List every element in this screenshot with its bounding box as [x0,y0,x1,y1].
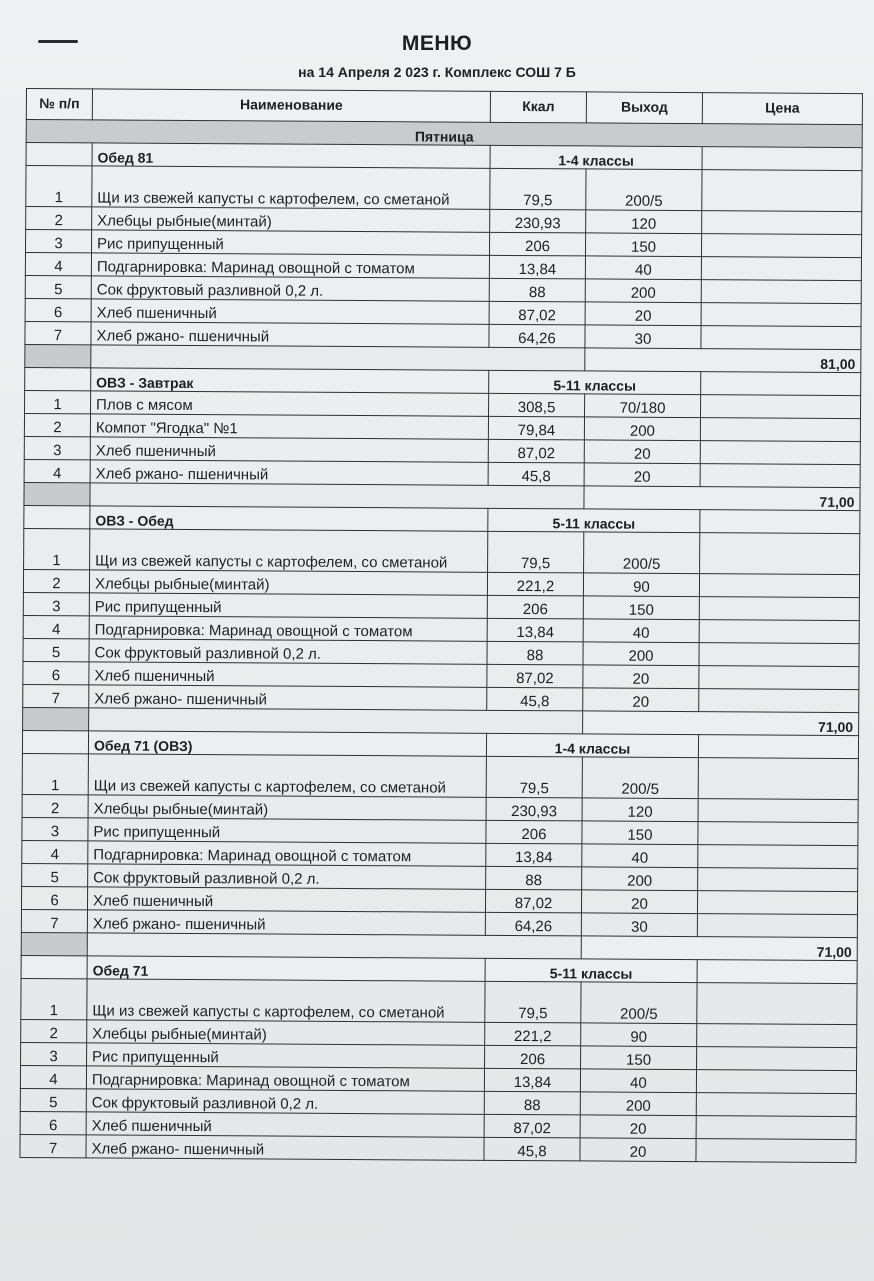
dish-price [702,211,862,235]
section-price-blank [702,147,862,171]
dish-yield: 200 [584,417,700,441]
dish-price [696,1070,856,1094]
dish-yield: 150 [582,821,698,845]
total-name-blank [91,345,585,371]
section-name: Обед 81 [92,143,490,168]
dish-price [697,891,857,915]
dish-price [697,1024,857,1048]
dish-kcal: 79,5 [486,756,582,798]
dish-name: Подгарнировка: Маринад овощной с томатом [91,253,489,278]
dish-yield: 150 [585,233,701,257]
section-number-blank [22,730,88,753]
row-number: 4 [22,840,88,863]
total-name-blank [87,933,581,959]
dish-kcal: 206 [486,820,582,844]
total-number-blank [23,707,89,730]
dish-kcal: 45,8 [487,687,583,711]
row-number: 2 [26,207,92,230]
dish-yield: 200 [582,867,698,891]
page-subtitle: на 14 Апреля 2 023 г. Комплекс СОШ 7 Б [298,64,576,80]
dish-price [701,303,861,327]
dish-price [701,234,861,258]
total-number-blank [25,344,91,367]
dish-yield: 20 [584,463,700,487]
dish-kcal: 230,93 [490,209,586,233]
row-number: 5 [20,1088,86,1111]
dish-price [698,799,858,823]
dish-name: Хлебцы рыбные(минтай) [89,570,487,595]
dish-price [696,1093,856,1117]
dish-name: Рис припущенный [87,1043,485,1068]
dish-yield: 200/5 [584,532,700,574]
row-number: 2 [24,413,90,436]
total-name-blank [89,708,583,734]
total-name-blank [90,483,584,509]
dish-yield: 120 [582,798,698,822]
row-number: 6 [23,661,89,684]
row-number: 3 [23,592,89,615]
dish-yield: 120 [586,210,702,234]
row-number: 7 [21,909,87,932]
dish-price [698,822,858,846]
dish-price [699,689,859,713]
dish-price [700,533,860,575]
table-row [22,753,858,799]
row-number: 1 [21,978,87,1019]
dish-name: Хлеб пшеничный [89,662,487,687]
dish-kcal: 206 [489,232,585,256]
row-number: 5 [25,275,91,298]
row-number: 4 [25,252,91,275]
dish-kcal: 13,84 [487,618,583,642]
dish-yield: 200/5 [581,982,697,1024]
dish-price [699,620,859,644]
row-number: 5 [22,863,88,886]
dish-name: Рис припущенный [88,818,486,843]
dish-yield: 20 [583,665,699,689]
day-label: Пятница [26,120,862,148]
row-number: 6 [21,886,87,909]
row-number: 1 [26,166,92,207]
dish-kcal: 13,84 [486,843,582,867]
dish-name: Хлеб ржано- пшеничный [86,1135,484,1160]
dish-name: Хлебцы рыбные(минтай) [92,207,490,232]
row-number: 4 [24,459,90,482]
dish-price [697,1047,857,1071]
table-row [21,978,857,1024]
dish-name: Хлеб пшеничный [86,1112,484,1137]
dish-kcal: 13,84 [484,1068,580,1092]
section-price-blank [700,510,860,534]
dish-name: Рис припущенный [91,230,489,255]
section-name: ОВЗ - Обед [90,506,488,531]
dish-price [700,395,860,419]
dish-yield: 20 [581,890,697,914]
dish-name: Хлебцы рыбные(минтай) [88,795,486,820]
dish-price [699,643,859,667]
dish-yield: 20 [580,1138,696,1162]
dish-price [701,280,861,304]
dish-kcal: 87,02 [487,664,583,688]
row-number: 7 [20,1134,86,1157]
dish-price [699,666,859,690]
dish-kcal: 88 [484,1091,580,1115]
section-name: Обед 71 [87,956,485,981]
column-header-number: № п/п [26,89,92,120]
table-row [26,166,862,212]
section-total-price: 81,00 [585,348,861,373]
dish-name: Сок фруктовый разливной 0,2 л. [89,639,487,664]
dish-kcal: 87,02 [485,889,581,913]
row-number: 1 [24,528,90,569]
dish-price [700,464,860,488]
dish-kcal: 88 [486,866,582,890]
dish-kcal: 230,93 [486,797,582,821]
section-price-blank [701,372,861,396]
dish-kcal: 87,02 [489,301,585,325]
row-number: 3 [24,436,90,459]
dish-kcal: 206 [487,595,583,619]
dish-kcal: 79,5 [488,531,584,573]
table-row [24,528,860,574]
section-grades: 1-4 классы [486,733,698,757]
page-title: МЕНЮ [401,32,473,55]
dish-yield: 150 [583,596,699,620]
row-number: 3 [21,1042,87,1065]
dish-name: Сок фруктовый разливной 0,2 л. [91,276,489,301]
dish-price [699,574,859,598]
dish-yield: 40 [580,1069,696,1093]
dish-price [700,418,860,442]
column-header-kcal: Ккал [490,91,586,123]
section-price-blank [697,960,857,984]
dish-yield: 200 [585,279,701,303]
dish-kcal: 221,2 [487,572,583,596]
dish-yield: 30 [581,913,697,937]
dish-kcal: 79,5 [485,981,581,1023]
dish-yield: 40 [585,256,701,280]
dish-name: Щи из свежей капусты с картофелем, со сметаной [92,166,490,209]
section-total-price: 71,00 [583,711,859,736]
dish-name: Сок фруктовый разливной 0,2 л. [86,1089,484,1114]
row-number: 3 [22,817,88,840]
dish-price [698,845,858,869]
dish-yield: 40 [583,619,699,643]
dish-kcal: 88 [489,278,585,302]
section-total-price: 71,00 [584,486,860,511]
dish-name: Хлеб пшеничный [90,437,488,462]
dish-yield: 90 [581,1023,697,1047]
row-number: 2 [21,1019,87,1042]
dish-price [696,1139,856,1163]
column-header-yield: Выход [586,92,702,124]
dish-kcal: 87,02 [488,439,584,463]
dish-kcal: 206 [485,1045,581,1069]
section-total-price: 71,00 [581,936,857,961]
section-price-blank [698,735,858,759]
dish-yield: 20 [583,688,699,712]
dish-name: Подгарнировка: Маринад овощной с томатом [89,616,487,641]
dish-kcal: 79,84 [488,416,584,440]
dish-name: Сок фруктовый разливной 0,2 л. [88,864,486,889]
dish-name: Щи из свежей капусты с картофелем, со сметаной [87,979,485,1022]
row-number: 7 [25,321,91,344]
dish-yield: 200 [580,1092,696,1116]
dish-name: Компот "Ягодка" №1 [90,414,488,439]
dish-name: Хлеб ржано- пшеничный [91,322,489,347]
dish-kcal: 64,26 [489,324,585,348]
dish-price [701,326,861,350]
dish-name: Плов с мясом [91,391,489,416]
section-number-blank [26,143,92,166]
dish-name: Хлеб пшеничный [87,887,485,912]
dish-yield: 40 [582,844,698,868]
dish-name: Рис припущенный [89,593,487,618]
column-header-price: Цена [702,93,862,125]
dish-name: Хлеб ржано- пшеничный [89,685,487,710]
dish-name: Хлеб пшеничный [91,299,489,324]
row-number: 7 [23,684,89,707]
section-name: Обед 71 (ОВЗ) [88,731,486,756]
dish-name: Подгарнировка: Маринад овощной с томатом [86,1066,484,1091]
dish-yield: 200/5 [582,757,698,799]
row-number: 2 [22,794,88,817]
dish-kcal: 45,8 [488,462,584,486]
dish-yield: 200 [583,642,699,666]
section-grades: 1-4 классы [490,145,702,169]
dish-kcal: 308,5 [489,393,585,417]
row-number: 4 [23,615,89,638]
dish-price [699,597,859,621]
dish-yield: 70/180 [585,394,701,418]
section-grades: 5-11 классы [488,508,700,532]
dish-kcal: 45,8 [484,1137,580,1161]
dish-yield: 150 [581,1046,697,1070]
row-number: 6 [25,298,91,321]
row-number: 2 [23,569,89,592]
dish-price [696,1116,856,1140]
dish-name: Подгарнировка: Маринад овощной с томатом [88,841,486,866]
section-name: ОВЗ - Завтрак [91,368,489,393]
menu-body [20,120,862,1163]
dish-name: Хлеб ржано- пшеничный [90,460,488,485]
row-number: 1 [22,753,88,794]
table-row [20,1134,856,1162]
section-number-blank [25,367,91,390]
section-grades: 5-11 классы [485,958,697,982]
dish-yield: 90 [583,573,699,597]
dish-price [698,758,858,800]
dish-name: Хлеб ржано- пшеничный [87,910,485,935]
dish-kcal: 13,84 [489,255,585,279]
menu-table [19,88,863,1163]
dish-price [697,983,857,1025]
dish-price [701,257,861,281]
dish-yield: 200/5 [586,169,702,211]
dish-price [698,868,858,892]
dish-yield: 30 [585,325,701,349]
dish-kcal: 221,2 [485,1022,581,1046]
row-number: 6 [20,1111,86,1134]
dish-name: Щи из свежей капусты с картофелем, со сметаной [88,754,486,797]
dish-yield: 20 [584,440,700,464]
dish-kcal: 87,02 [484,1114,580,1138]
total-number-blank [21,932,87,955]
total-number-blank [24,482,90,505]
dish-yield: 20 [580,1115,696,1139]
section-grades: 5-11 классы [489,370,701,394]
table-header-row [26,89,862,125]
dish-kcal: 79,5 [490,168,586,210]
row-number: 4 [20,1065,86,1088]
dish-price [697,914,857,938]
dish-name: Щи из свежей капусты с картофелем, со сметаной [90,529,488,572]
row-number: 1 [25,390,91,413]
dish-kcal: 64,26 [485,912,581,936]
column-header-name: Наименование [92,89,490,122]
section-number-blank [24,505,90,528]
dish-price [702,170,862,212]
row-number: 5 [23,638,89,661]
dish-price [700,441,860,465]
section-number-blank [21,955,87,978]
dish-kcal: 88 [487,641,583,665]
dish-name: Хлебцы рыбные(минтай) [87,1020,485,1045]
row-number: 3 [25,230,91,253]
dish-yield: 20 [585,302,701,326]
